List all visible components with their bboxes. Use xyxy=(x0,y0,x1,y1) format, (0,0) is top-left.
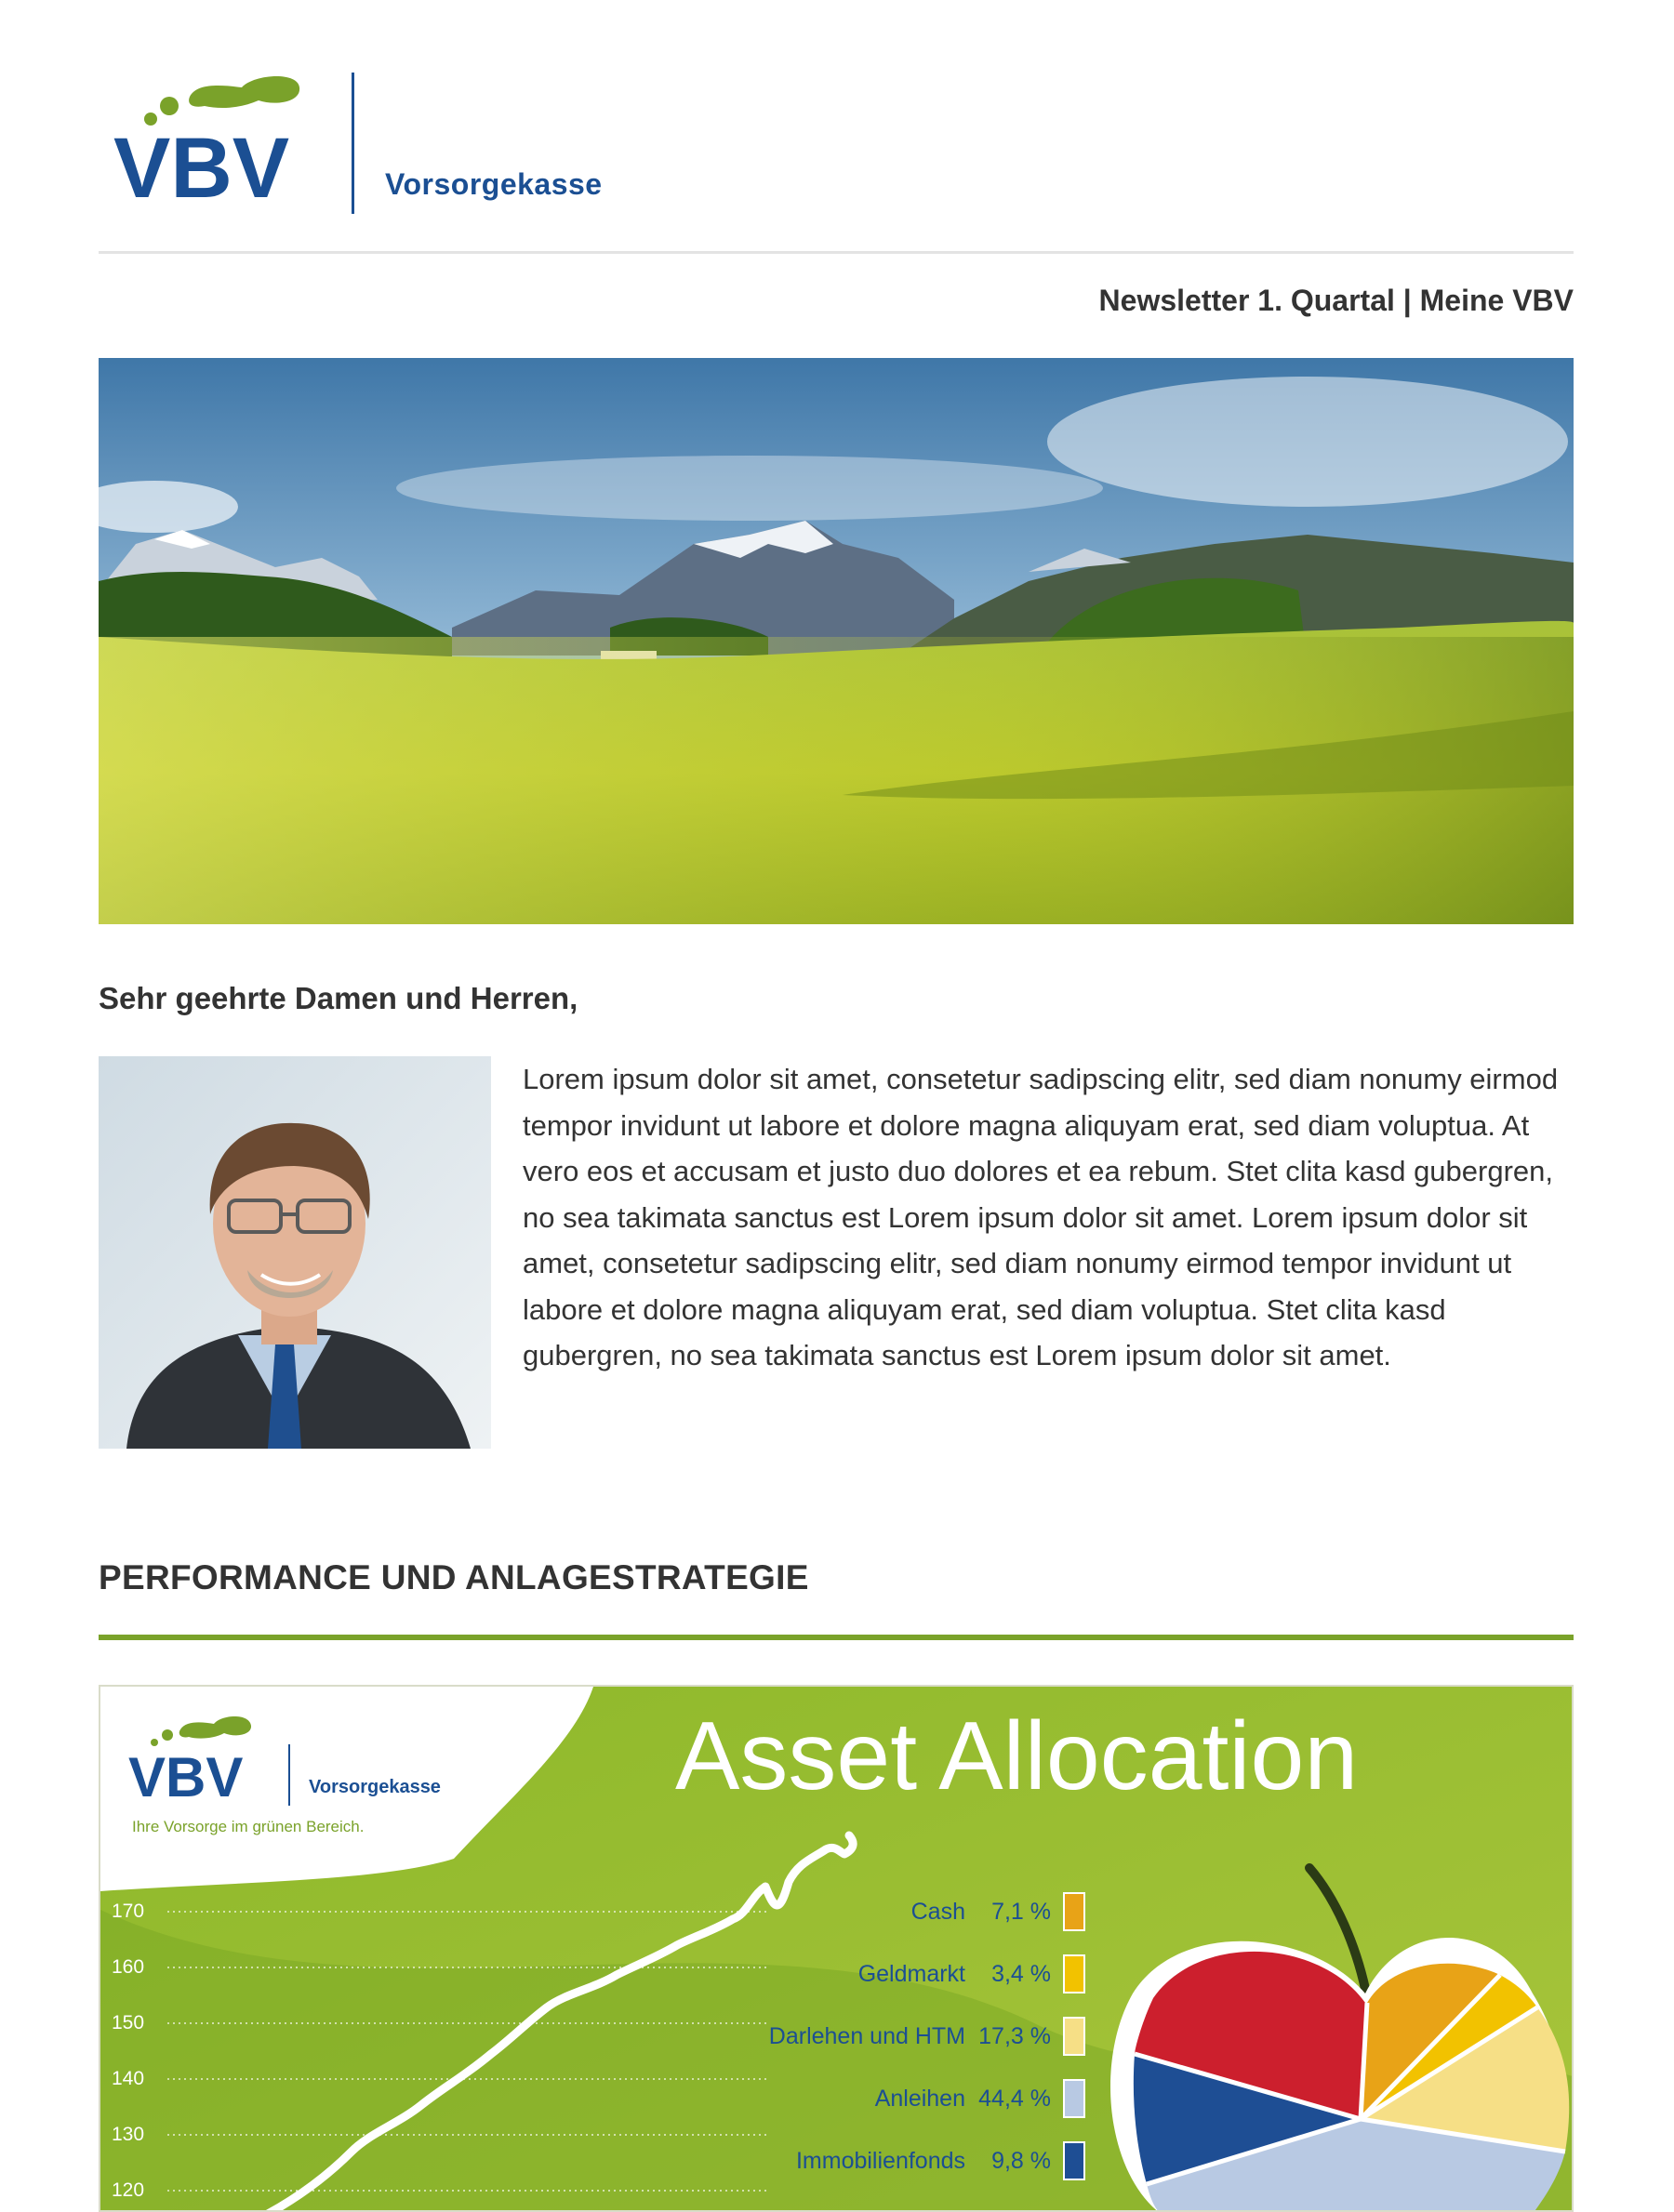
y-tick-label: 140 xyxy=(112,2068,145,2089)
svg-text:Vorsorgekasse: Vorsorgekasse xyxy=(309,1777,441,1797)
newsletter-title: Newsletter 1. Quartal | Meine VBV xyxy=(1098,284,1574,317)
legend-swatch xyxy=(1064,1893,1084,1930)
greeting-heading: Sehr geehrte Damen und Herren, xyxy=(99,981,578,1015)
legend-label: Anleihen xyxy=(874,2086,965,2112)
infographic-title: Asset Allocation xyxy=(675,1702,1359,1810)
hero-landscape-image xyxy=(99,358,1574,924)
legend-value: 17,3 % xyxy=(978,2023,1051,2049)
legend-value: 3,4 % xyxy=(991,1961,1051,1987)
legend-swatch xyxy=(1064,2018,1084,2055)
y-tick-label: 160 xyxy=(112,1956,145,1978)
asset-allocation-infographic[interactable] xyxy=(99,1685,1574,2212)
header-divider xyxy=(99,251,1574,254)
section-title: PERFORMANCE UND ANLAGESTRATEGIE xyxy=(99,1558,809,1596)
intro-paragraph: Lorem ipsum dolor sit amet, consetetur sadipscing elitr, sed diam nonumy eirmod tempor invidunt ut labore et dolore magna aliquyam erat, sed diam voluptua. At vero eos et accusam et justo duo dolores et ea rebum. Stet clita kasd gubergren, no sea takimata sanctus est Lorem ipsum dolor sit amet. Lorem ipsum dolor sit amet, consetetur sadipscing elitr, sed diam nonumy eirmod tempor invidunt ut labore et dolore magna aliquyam erat, sed diam voluptua. Stet clita kasd gubergren, no sea takimata sanctus est Lorem ipsum dolor sit amet. xyxy=(523,1063,1559,1371)
legend-label: Cash xyxy=(910,1899,965,1925)
section-divider xyxy=(99,1635,1574,1640)
legend-swatch xyxy=(1064,1955,1084,1993)
logo-divider xyxy=(352,73,354,214)
legend-label: Immobilienfonds xyxy=(795,2148,965,2174)
legend-value: 9,8 % xyxy=(991,2148,1051,2174)
legend-label: Geldmarkt xyxy=(857,1961,965,1987)
vbv-logo-icon xyxy=(112,65,353,223)
y-tick-label: 130 xyxy=(112,2124,145,2145)
legend-label: Darlehen und HTM xyxy=(768,2023,965,2049)
legend-value: 44,4 % xyxy=(978,2086,1051,2112)
y-tick-label: 120 xyxy=(112,2179,145,2201)
svg-text:Ihre Vorsorge im grünen Bereic: Ihre Vorsorge im grünen Bereich. xyxy=(132,1818,365,1835)
svg-text:VBV: VBV xyxy=(128,1746,244,1808)
y-tick-label: 170 xyxy=(112,1901,145,1922)
legend-swatch xyxy=(1064,2080,1084,2117)
y-tick-label: 150 xyxy=(112,2012,145,2033)
legend-swatch xyxy=(1064,2142,1084,2179)
logo-subtitle: Vorsorgekasse xyxy=(385,167,603,201)
svg-text:VBV: VBV xyxy=(113,121,290,216)
legend-value: 7,1 % xyxy=(991,1899,1051,1925)
header-logo[interactable] xyxy=(99,65,1574,223)
portrait-photo xyxy=(99,1056,491,1449)
